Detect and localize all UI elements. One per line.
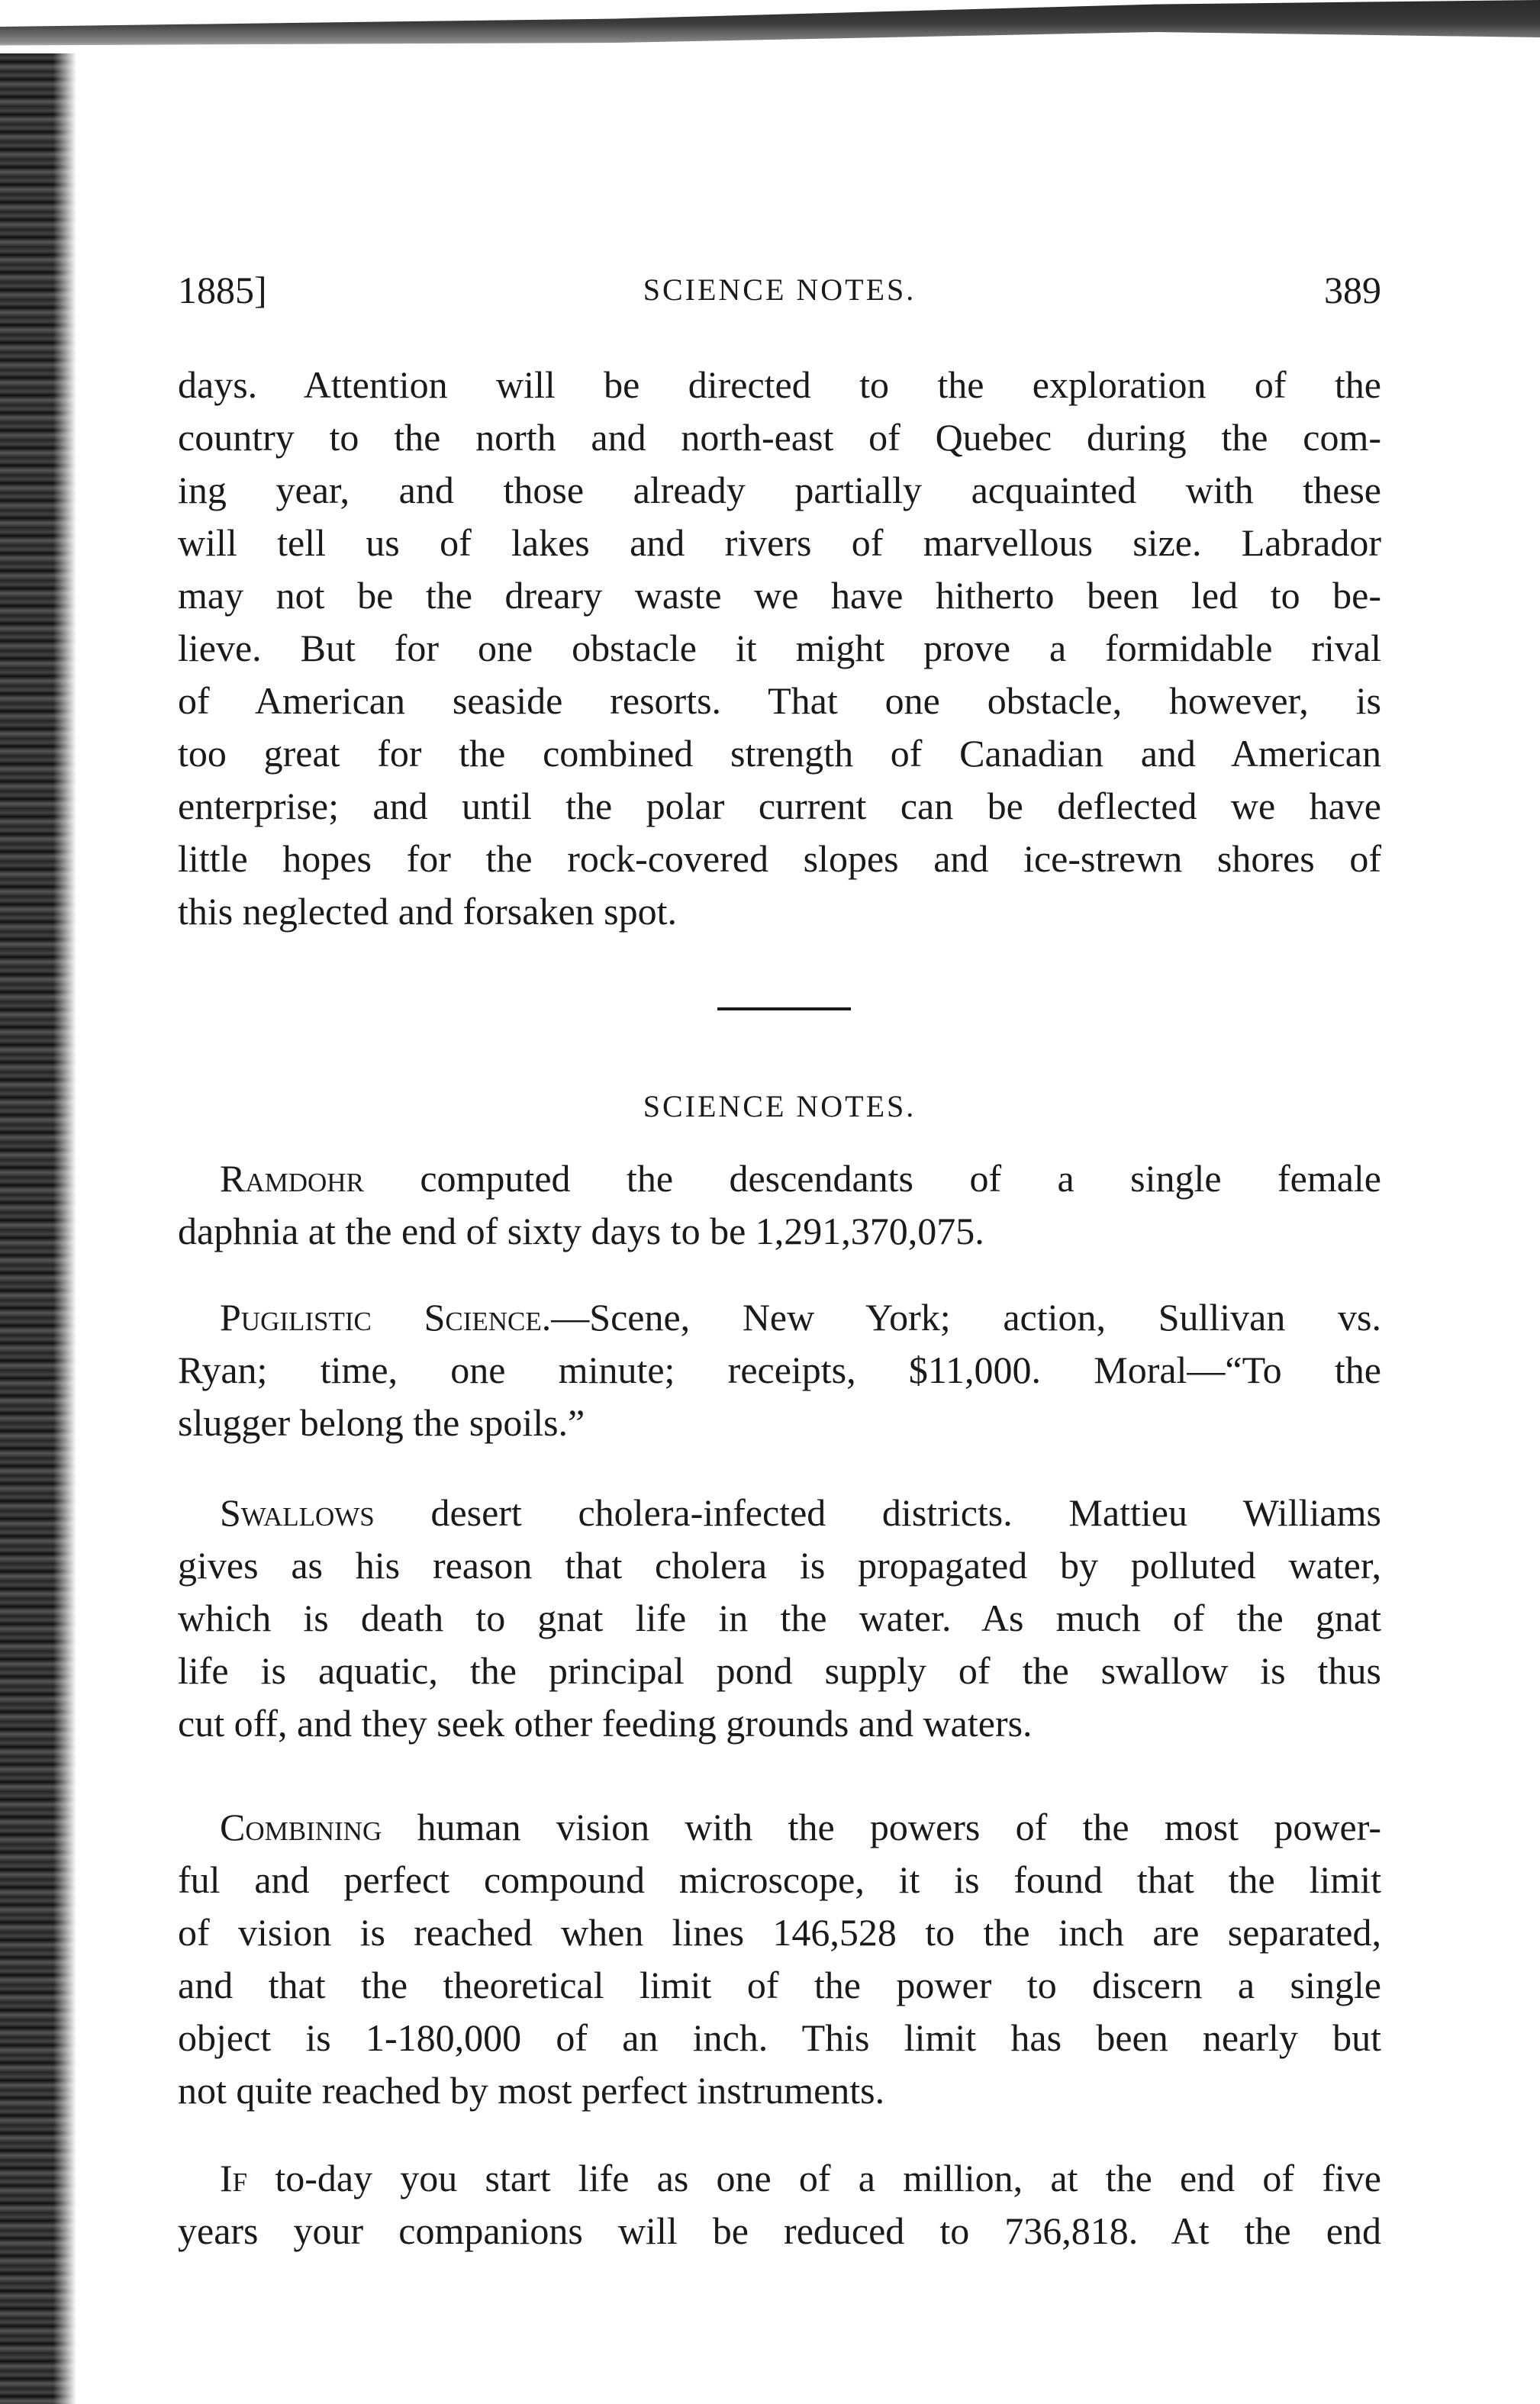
note-lead: Combining [220, 1806, 382, 1848]
note-paragraph-combining [178, 1801, 1381, 2117]
text-line: gives as his reason that cholera is propagated by polluted water, [178, 1544, 1381, 1587]
note-text: human vision with the powers of the most power- [382, 1806, 1381, 1848]
note-paragraph-swallows [178, 1487, 1381, 1750]
text-line [178, 1291, 1381, 1344]
text-line: years your companions will be reduced to 736,818. At the end [178, 2209, 1381, 2252]
text-line: country to the north and north-east of Quebec during the com- [178, 416, 1381, 459]
note-lead: Ramdohr [220, 1157, 364, 1200]
text-line: ful and perfect compound microscope, it is found that the limit [178, 1858, 1381, 1901]
text-line: slugger belong the spoils.” [178, 1401, 585, 1444]
text-line: too great for the combined strength of Canadian and American [178, 732, 1381, 775]
text-line: enterprise; and until the polar current can be deflected we have [178, 785, 1381, 827]
text-line: may not be the dreary waste we have hitherto been led to be- [178, 574, 1381, 617]
section-heading: SCIENCE NOTES. [643, 1089, 917, 1123]
text-line: not quite reached by most perfect instruments. [178, 2069, 885, 2112]
text-line: life is aquatic, the principal pond supply of the swallow is thus [178, 1649, 1381, 1692]
text-line: lieve. But for one obstacle it might prove a formidable rival [178, 627, 1381, 669]
text-line: will tell us of lakes and rivers of marvellous size. Labrador [178, 521, 1381, 564]
running-head-year: 1885] [178, 269, 267, 311]
note-text: desert cholera-infected districts. Mattieu Williams [374, 1491, 1381, 1534]
note-paragraph-if-to-day [178, 2152, 1381, 2257]
text-line: of American seaside resorts. That one obstacle, however, is [178, 679, 1381, 722]
note-lead: Pugilistic Science. [220, 1296, 552, 1339]
note-text: to-day you start life as one of a million, at the end of five [247, 2157, 1381, 2199]
note-paragraph-ramdohr [178, 1152, 1381, 1258]
text-line: daphnia at the end of sixty days to be 1,291,370,075. [178, 1210, 984, 1252]
continuation-paragraph [178, 359, 1381, 938]
text-line: ing year, and those already partially acquainted with these [178, 469, 1381, 511]
text-line: which is death to gnat life in the water. As much of the gnat [178, 1597, 1381, 1639]
text-line: this neglected and forsaken spot. [178, 890, 677, 933]
text-line: cut off, and they seek other feeding grounds and waters. [178, 1702, 1033, 1745]
note-paragraph-pugilistic-science [178, 1291, 1381, 1449]
note-text: —Scene, New York; action, Sullivan vs. [551, 1296, 1381, 1339]
text-line: days. Attention will be directed to the exploration of the [178, 363, 1381, 406]
text-line [178, 1152, 1381, 1205]
text-line [178, 1487, 1381, 1539]
running-head [178, 259, 1381, 321]
text-line: object is 1-180,000 of an inch. This limit has been nearly but [178, 2016, 1381, 2059]
note-text: computed the descendants of a single female [363, 1157, 1381, 1200]
text-line: little hopes for the rock-covered slopes and ice-strewn shores of [178, 837, 1381, 880]
text-line: and that the theoretical limit of the power to discern a single [178, 1964, 1381, 2006]
text-line [178, 2152, 1381, 2205]
section-divider-rule [717, 1007, 851, 1010]
note-lead: If [220, 2157, 248, 2199]
running-head-title: SCIENCE NOTES. [643, 272, 917, 307]
text-line: Ryan; time, one minute; receipts, $11,000. Moral—“To the [178, 1349, 1381, 1391]
note-lead: Swallows [220, 1491, 375, 1534]
page-number: 389 [1324, 269, 1381, 311]
text-line [178, 1801, 1381, 1854]
text-line: of vision is reached when lines 146,528 to the inch are separated, [178, 1911, 1381, 1954]
